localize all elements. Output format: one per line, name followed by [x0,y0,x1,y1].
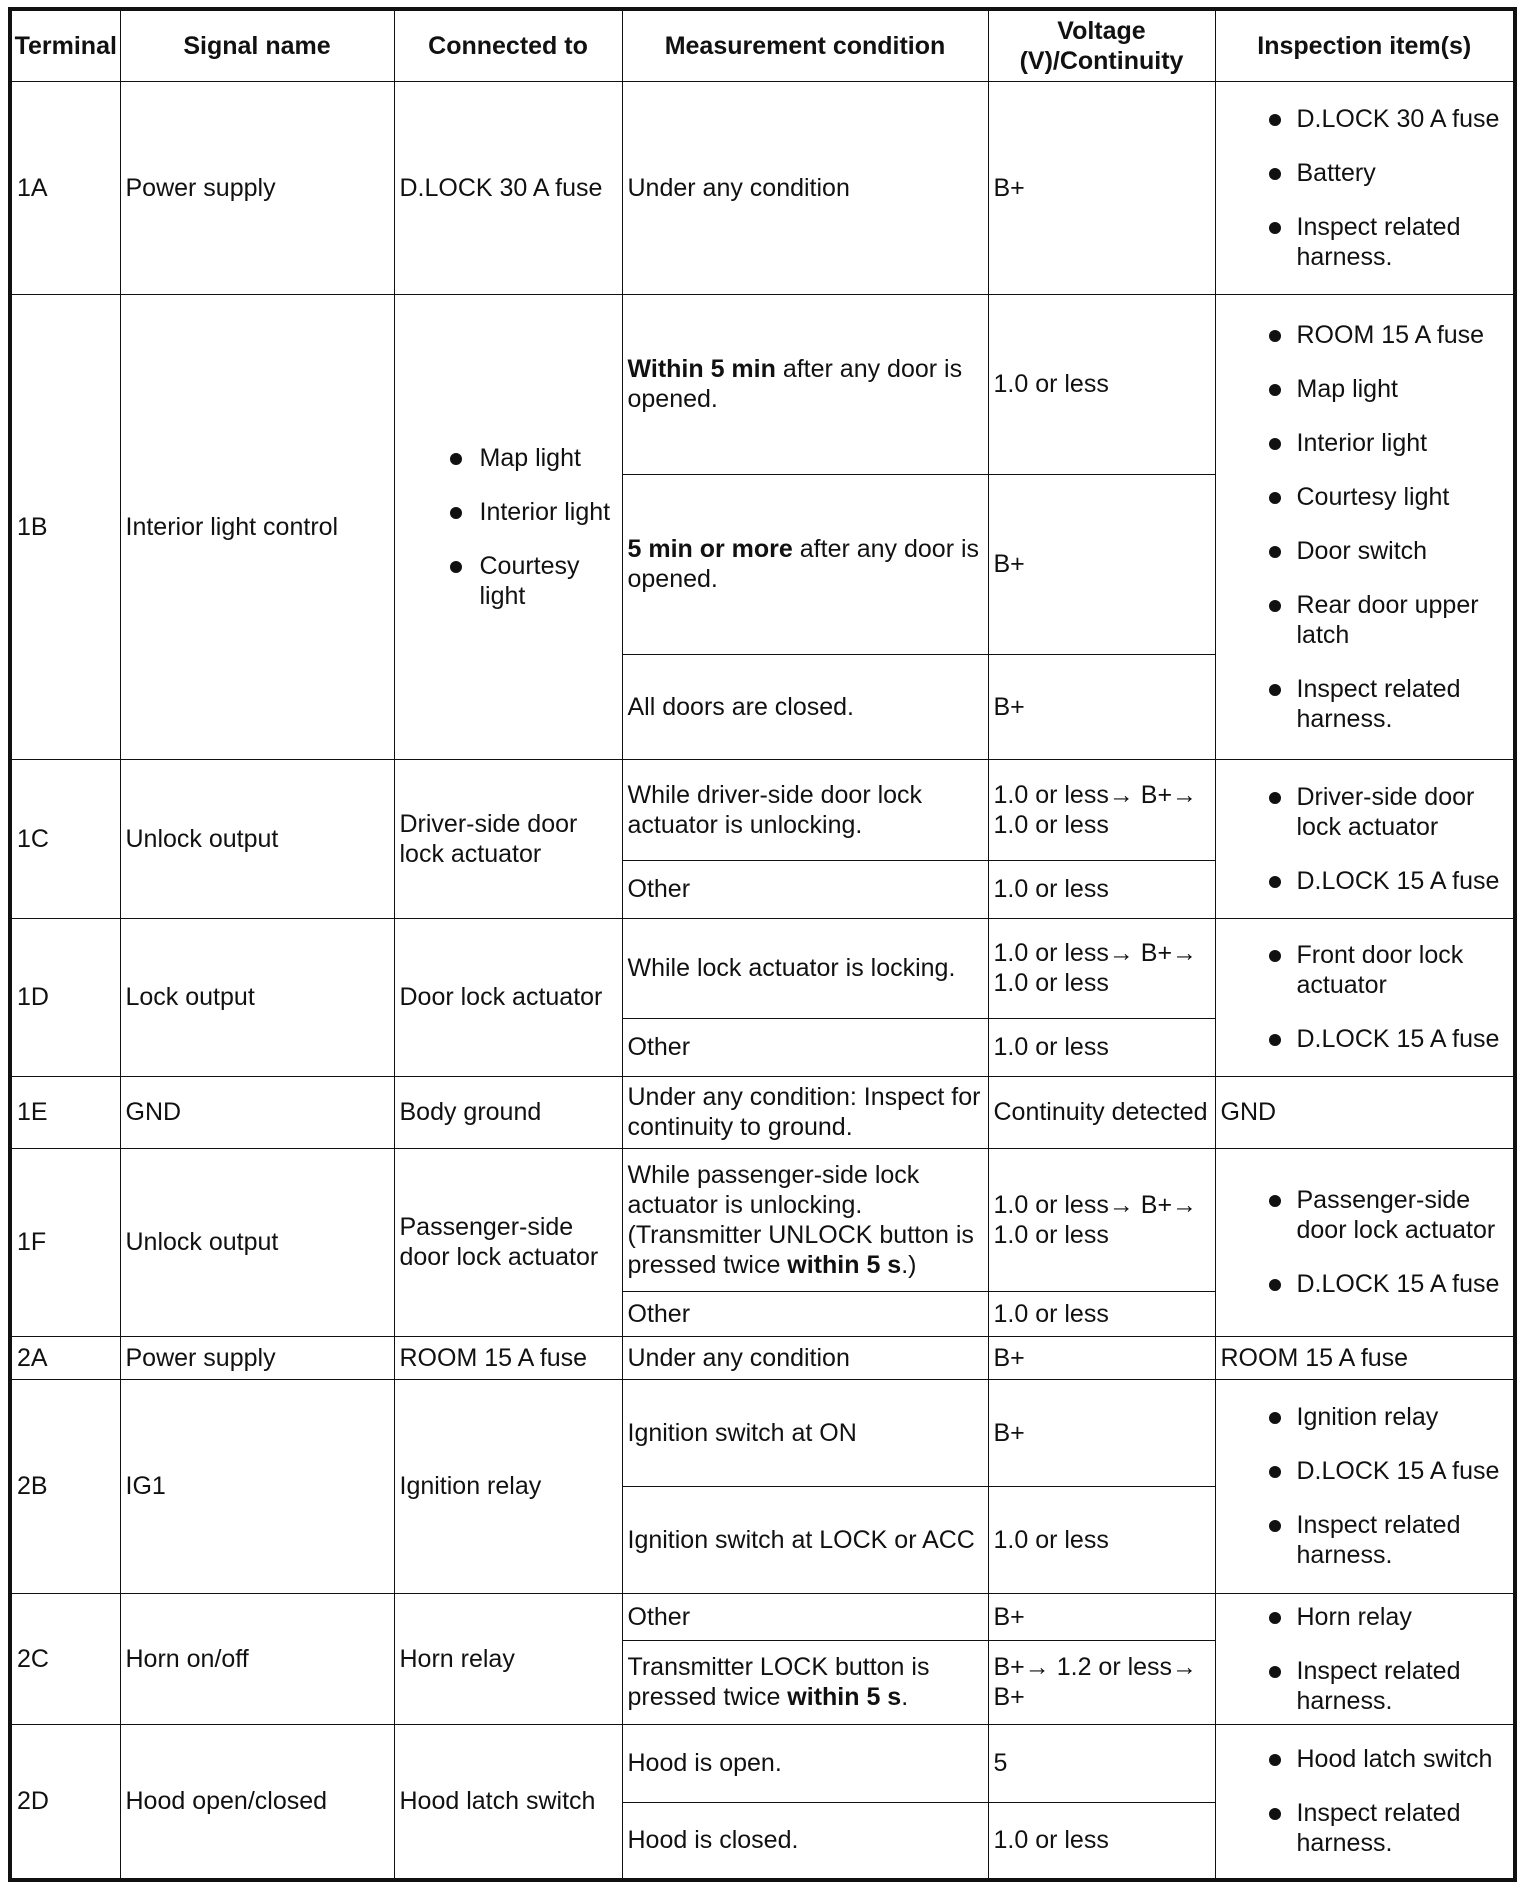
list-item: Battery [1221,158,1509,188]
voltage-cell: B+→ 1.2 or less→ B+ [988,1640,1215,1724]
signal-name-cell: Power supply [120,1336,394,1379]
bullet-icon [1269,876,1281,888]
list-item: Inspect related harness. [1221,674,1509,734]
header-inspection-items: Inspection item(s) [1215,9,1515,81]
voltage-cell: 1.0 or less [988,1486,1215,1593]
bullet-icon [1269,1195,1281,1207]
list-item: Passenger-side door lock actuator [1221,1185,1509,1245]
voltage-cell: 1.0 or less [988,860,1215,918]
inspection-cell: GND [1215,1076,1515,1148]
connected-to-cell: Ignition relay [394,1379,622,1593]
terminal-cell: 2B [10,1379,120,1593]
inspection-cell: ROOM 15 A fuse [1215,1336,1515,1379]
condition-cell: Hood is open. [622,1724,988,1802]
table-row [10,294,1515,474]
bullet-icon [1269,492,1281,504]
list-item: Horn relay [1221,1602,1509,1632]
table-row [10,918,1515,1018]
bullet-icon [1269,222,1281,234]
condition-cell: Transmitter LOCK button is pressed twice within 5 s. [622,1640,988,1724]
inspection-cell [1215,1593,1515,1724]
inspection-list [1221,1744,1509,1858]
connected-to-cell [394,294,622,759]
list-item: Interior light [1221,428,1509,458]
terminal-cell: 1E [10,1076,120,1148]
bullet-icon [450,561,462,573]
header-terminal: Terminal [10,9,120,81]
bullet-icon [1269,1666,1281,1678]
list-item: Front door lock actuator [1221,940,1509,1000]
terminal-cell: 1A [10,81,120,294]
condition-cell: Other [622,1593,988,1640]
connected-to-cell: D.LOCK 30 A fuse [394,81,622,294]
inspection-list [1221,320,1509,734]
condition-cell: Under any condition [622,81,988,294]
terminal-inspection-table [8,7,1517,1882]
terminal-cell: 2A [10,1336,120,1379]
table-row [10,1724,1515,1802]
list-item: D.LOCK 15 A fuse [1221,1024,1509,1054]
inspection-cell [1215,294,1515,759]
bullet-icon [1269,1279,1281,1291]
header-voltage-line1: Voltage [1057,16,1146,45]
voltage-cell: 1.0 or less [988,1802,1215,1880]
terminal-cell: 2C [10,1593,120,1724]
bullet-icon [1269,1412,1281,1424]
inspection-cell [1215,918,1515,1076]
list-item: Map light [400,443,617,473]
voltage-cell: B+ [988,1336,1215,1379]
signal-name-cell: GND [120,1076,394,1148]
inspection-list [1221,940,1509,1054]
signal-name-cell: Horn on/off [120,1593,394,1724]
terminal-cell: 1F [10,1148,120,1336]
list-item: ROOM 15 A fuse [1221,320,1509,350]
inspection-list [1221,1602,1509,1716]
table-row [10,1336,1515,1379]
condition-cell: Under any condition: Inspect for continuity to ground. [622,1076,988,1148]
bullet-icon [450,453,462,465]
inspection-cell [1215,1724,1515,1880]
bullet-icon [1269,384,1281,396]
condition-cell: While lock actuator is locking. [622,918,988,1018]
list-item: Map light [1221,374,1509,404]
header-signal-name: Signal name [120,9,394,81]
bullet-icon [1269,1808,1281,1820]
inspection-cell [1215,1379,1515,1593]
signal-name-cell: Lock output [120,918,394,1076]
list-item: Inspect related harness. [1221,1510,1509,1570]
list-item: D.LOCK 30 A fuse [1221,104,1509,134]
list-item: Ignition relay [1221,1402,1509,1432]
list-item: Driver-side door lock actuator [1221,782,1509,842]
voltage-cell: 5 [988,1724,1215,1802]
inspection-list [1221,104,1509,272]
signal-name-cell: Interior light control [120,294,394,759]
bullet-icon [1269,168,1281,180]
bullet-icon [1269,330,1281,342]
table-row [10,1593,1515,1640]
inspection-cell [1215,759,1515,918]
signal-name-cell: IG1 [120,1379,394,1593]
table-row [10,1076,1515,1148]
condition-cell: Ignition switch at LOCK or ACC [622,1486,988,1593]
list-item: Courtesy light [400,551,617,611]
voltage-cell: Continuity detected [988,1076,1215,1148]
list-item: Inspect related harness. [1221,1798,1509,1858]
bullet-icon [1269,792,1281,804]
list-item: D.LOCK 15 A fuse [1221,1269,1509,1299]
table-row [10,1379,1515,1486]
list-item: Inspect related harness. [1221,212,1509,272]
voltage-cell: 1.0 or less [988,1291,1215,1336]
condition-cell: Other [622,860,988,918]
inspection-list [1221,1402,1509,1570]
voltage-cell: 1.0 or less→ B+→ 1.0 or less [988,1148,1215,1291]
condition-cell: While driver-side door lock actuator is unlocking. [622,759,988,860]
condition-cell: While passenger-side lock actuator is unlocking. (Transmitter UNLOCK button is pressed twice within 5 s.) [622,1148,988,1291]
bullet-icon [1269,1520,1281,1532]
voltage-cell: 1.0 or less→ B+→ 1.0 or less [988,918,1215,1018]
condition-cell: 5 min or more after any door is opened. [622,474,988,654]
connected-to-cell: Body ground [394,1076,622,1148]
header-connected-to: Connected to [394,9,622,81]
voltage-cell: B+ [988,1593,1215,1640]
connected-to-cell: Door lock actuator [394,918,622,1076]
inspection-list [1221,1185,1509,1299]
bullet-icon [1269,438,1281,450]
condition-cell: Other [622,1291,988,1336]
list-item: Hood latch switch [1221,1744,1509,1774]
list-item: Rear door upper latch [1221,590,1509,650]
bullet-icon [1269,600,1281,612]
list-item: Interior light [400,497,617,527]
signal-name-cell: Unlock output [120,759,394,918]
list-item: Inspect related harness. [1221,1656,1509,1716]
voltage-cell: B+ [988,1379,1215,1486]
connected-to-cell: Passenger-side door lock actuator [394,1148,622,1336]
condition-cell: Other [622,1018,988,1076]
connected-to-cell: Hood latch switch [394,1724,622,1880]
connected-to-cell: Horn relay [394,1593,622,1724]
condition-cell: Ignition switch at ON [622,1379,988,1486]
signal-name-cell: Power supply [120,81,394,294]
connected-list [400,443,617,611]
signal-name-cell: Hood open/closed [120,1724,394,1880]
bullet-icon [1269,1754,1281,1766]
header-voltage [988,9,1215,81]
connected-to-cell: Driver-side door lock actuator [394,759,622,918]
bullet-icon [1269,1034,1281,1046]
list-item: Door switch [1221,536,1509,566]
voltage-cell: 1.0 or less→ B+→ 1.0 or less [988,759,1215,860]
bullet-icon [1269,546,1281,558]
voltage-cell: 1.0 or less [988,1018,1215,1076]
inspection-list [1221,782,1509,896]
inspection-cell [1215,81,1515,294]
terminal-cell: 1C [10,759,120,918]
terminal-cell: 1B [10,294,120,759]
condition-cell: Hood is closed. [622,1802,988,1880]
table-row [10,1148,1515,1291]
list-item: D.LOCK 15 A fuse [1221,1456,1509,1486]
header-row [10,9,1515,81]
bullet-icon [450,507,462,519]
voltage-cell: B+ [988,654,1215,759]
bullet-icon [1269,684,1281,696]
header-measurement-condition: Measurement condition [622,9,988,81]
voltage-cell: B+ [988,81,1215,294]
connected-to-cell: ROOM 15 A fuse [394,1336,622,1379]
signal-name-cell: Unlock output [120,1148,394,1336]
header-voltage-line2: (V)/Continuity [1019,46,1184,75]
bullet-icon [1269,1466,1281,1478]
voltage-cell: B+ [988,474,1215,654]
table-row [10,81,1515,294]
condition-cell: Within 5 min after any door is opened. [622,294,988,474]
list-item: Courtesy light [1221,482,1509,512]
bullet-icon [1269,114,1281,126]
condition-cell: All doors are closed. [622,654,988,759]
bullet-icon [1269,950,1281,962]
terminal-cell: 1D [10,918,120,1076]
table-row [10,759,1515,860]
bullet-icon [1269,1612,1281,1624]
list-item: D.LOCK 15 A fuse [1221,866,1509,896]
voltage-cell: 1.0 or less [988,294,1215,474]
inspection-cell [1215,1148,1515,1336]
terminal-cell: 2D [10,1724,120,1880]
condition-cell: Under any condition [622,1336,988,1379]
